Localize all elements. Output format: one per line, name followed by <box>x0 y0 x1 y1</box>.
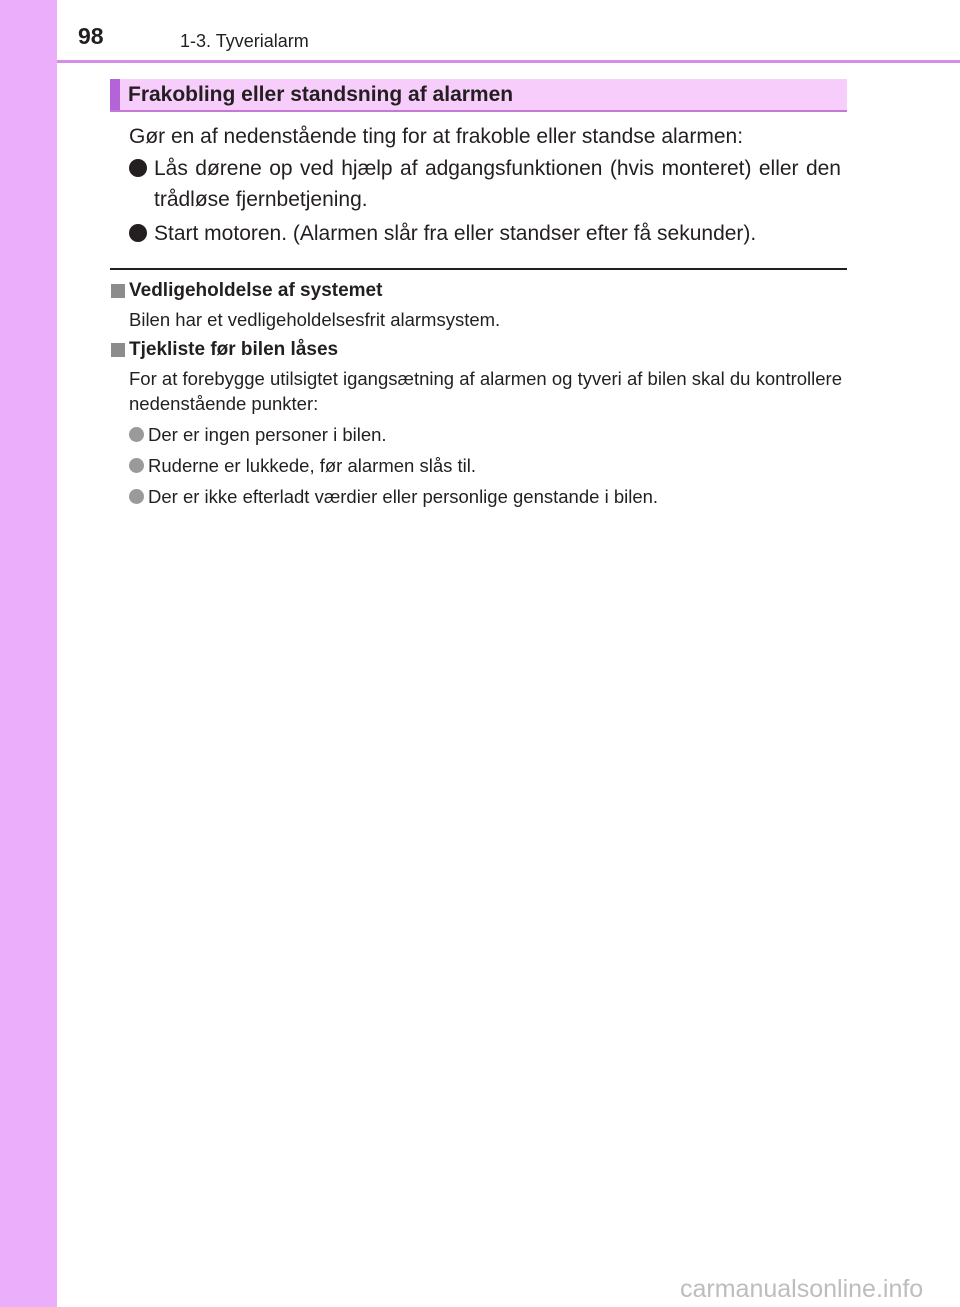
note-maintenance <box>110 279 842 332</box>
side-band <box>0 0 57 1307</box>
header-rule <box>57 60 960 63</box>
bullet-icon <box>129 159 147 177</box>
instruction-item <box>129 153 841 215</box>
square-bullet-icon <box>111 343 125 357</box>
gray-bullet-icon <box>129 489 144 504</box>
section-divider <box>110 268 847 270</box>
section-intro: Gør en af nedenstående ting for at frakoble eller standse alarmen: <box>129 125 744 148</box>
page-number: 98 <box>78 23 104 49</box>
note-heading-text: Vedligeholdelse af systemet <box>129 280 383 301</box>
square-bullet-icon <box>111 284 125 298</box>
bullet-icon <box>129 224 147 242</box>
watermark: carmanualsonline.info <box>680 1275 924 1303</box>
note-text: Bilen har et vedligeholdelsesfrit alarmsystem. <box>129 309 501 330</box>
heading-accent <box>110 79 120 110</box>
instruction-list <box>129 153 841 252</box>
note-heading <box>110 279 842 303</box>
checklist-text: Der er ingen personer i bilen. <box>148 424 387 445</box>
checklist-text: Der er ikke efterladt værdier eller personlige genstande i bilen. <box>148 486 659 507</box>
checklist-item <box>129 484 842 509</box>
instruction-text: Start motoren. (Alarmen slår fra eller standser efter få sekunder). <box>154 222 757 245</box>
section-heading <box>110 79 847 112</box>
instruction-text: Lås dørene op ved hjælp af adgangsfunktionen (hvis monteret) eller den trådløse fjernbetjening. <box>154 157 841 211</box>
checklist <box>110 422 842 509</box>
note-checklist <box>110 338 842 515</box>
checklist-item <box>129 453 842 478</box>
instruction-item <box>129 218 841 249</box>
checklist-item <box>129 422 842 447</box>
note-heading-text: Tjekliste før bilen låses <box>129 339 339 360</box>
note-heading <box>110 338 842 362</box>
section-title: Frakobling eller standsning af alarmen <box>128 83 514 106</box>
note-text: For at forebygge utilsigtet igangsætning af alarmen og tyveri af bilen skal du kontrollere nedenstående punkter: <box>129 368 842 414</box>
checklist-text: Ruderne er lukkede, før alarmen slås til. <box>148 455 476 476</box>
gray-bullet-icon <box>129 427 144 442</box>
chapter-title: 1-3. Tyverialarm <box>180 31 309 51</box>
gray-bullet-icon <box>129 458 144 473</box>
